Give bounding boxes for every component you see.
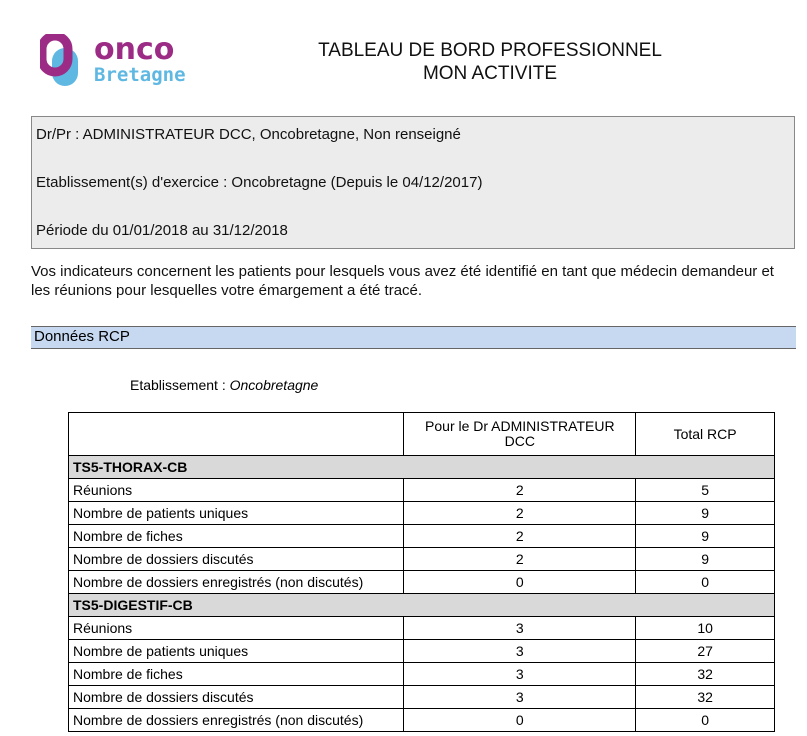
logo-mark-icon <box>40 34 86 90</box>
group-name: TS5-DIGESTIF-CB <box>69 594 775 617</box>
table-row <box>69 663 775 686</box>
row-label: Nombre de dossiers enregistrés (non discutés) <box>69 709 404 732</box>
group-row <box>69 594 775 617</box>
header-total: Total RCP <box>636 413 775 456</box>
establishment-line: Etablissement(s) d'exercice : Oncobretagne (Depuis le 04/12/2017) <box>36 174 483 191</box>
page-title <box>200 39 780 85</box>
doctor-line: Dr/Pr : ADMINISTRATEUR DCC, Oncobretagne, Non renseigné <box>36 126 461 143</box>
row-dr: 2 <box>404 479 636 502</box>
row-total: 0 <box>636 571 775 594</box>
row-total: 9 <box>636 502 775 525</box>
row-label: Nombre de patients uniques <box>69 640 404 663</box>
period-line: Période du 01/01/2018 au 31/12/2018 <box>36 222 288 239</box>
row-label: Nombre de dossiers discutés <box>69 686 404 709</box>
onco-bretagne-logo <box>40 34 200 94</box>
rcp-table <box>68 412 775 732</box>
title-line-1: TABLEAU DE BORD PROFESSIONNEL <box>318 40 662 61</box>
doctor-info-box <box>31 116 795 249</box>
row-label: Réunions <box>69 479 404 502</box>
table-row <box>69 640 775 663</box>
row-dr: 2 <box>404 548 636 571</box>
row-total: 0 <box>636 709 775 732</box>
row-dr: 3 <box>404 640 636 663</box>
row-label: Nombre de fiches <box>69 525 404 548</box>
row-total: 27 <box>636 640 775 663</box>
row-total: 32 <box>636 686 775 709</box>
row-dr: 2 <box>404 502 636 525</box>
logo-text-onco: onco <box>94 32 175 67</box>
table-row <box>69 709 775 732</box>
header-label <box>69 413 404 456</box>
logo-text-bretagne: Bretagne <box>94 64 186 86</box>
etablissement-line <box>130 377 318 393</box>
section-header-rcp: Données RCP <box>31 326 796 349</box>
table-row <box>69 525 775 548</box>
header-dr: Pour le Dr ADMINISTRATEUR DCC <box>404 413 636 456</box>
table-row <box>69 548 775 571</box>
intro-text: Vos indicateurs concernent les patients pour lesquels vous avez été identifié en tant que médecin demandeur et les réunions pour lesquelles votre émargement a été tracé. <box>31 263 774 299</box>
row-total: 5 <box>636 479 775 502</box>
row-dr: 0 <box>404 709 636 732</box>
etablissement-label: Etablissement : <box>130 377 230 393</box>
row-dr: 2 <box>404 525 636 548</box>
etablissement-value: Oncobretagne <box>229 377 319 393</box>
table-header-row <box>69 413 775 456</box>
table-row <box>69 617 775 640</box>
row-dr: 3 <box>404 686 636 709</box>
title-line-2: MON ACTIVITE <box>422 63 558 84</box>
group-row <box>69 456 775 479</box>
row-label: Réunions <box>69 617 404 640</box>
row-dr: 3 <box>404 663 636 686</box>
row-label: Nombre de patients uniques <box>69 502 404 525</box>
table-row <box>69 686 775 709</box>
table-row <box>69 479 775 502</box>
row-dr: 3 <box>404 617 636 640</box>
row-total: 9 <box>636 548 775 571</box>
row-total: 10 <box>636 617 775 640</box>
row-label: Nombre de dossiers discutés <box>69 548 404 571</box>
row-dr: 0 <box>404 571 636 594</box>
row-label: Nombre de fiches <box>69 663 404 686</box>
row-total: 9 <box>636 525 775 548</box>
table-row <box>69 571 775 594</box>
group-name: TS5-THORAX-CB <box>69 456 775 479</box>
table-row <box>69 502 775 525</box>
row-label: Nombre de dossiers enregistrés (non discutés) <box>69 571 404 594</box>
row-total: 32 <box>636 663 775 686</box>
